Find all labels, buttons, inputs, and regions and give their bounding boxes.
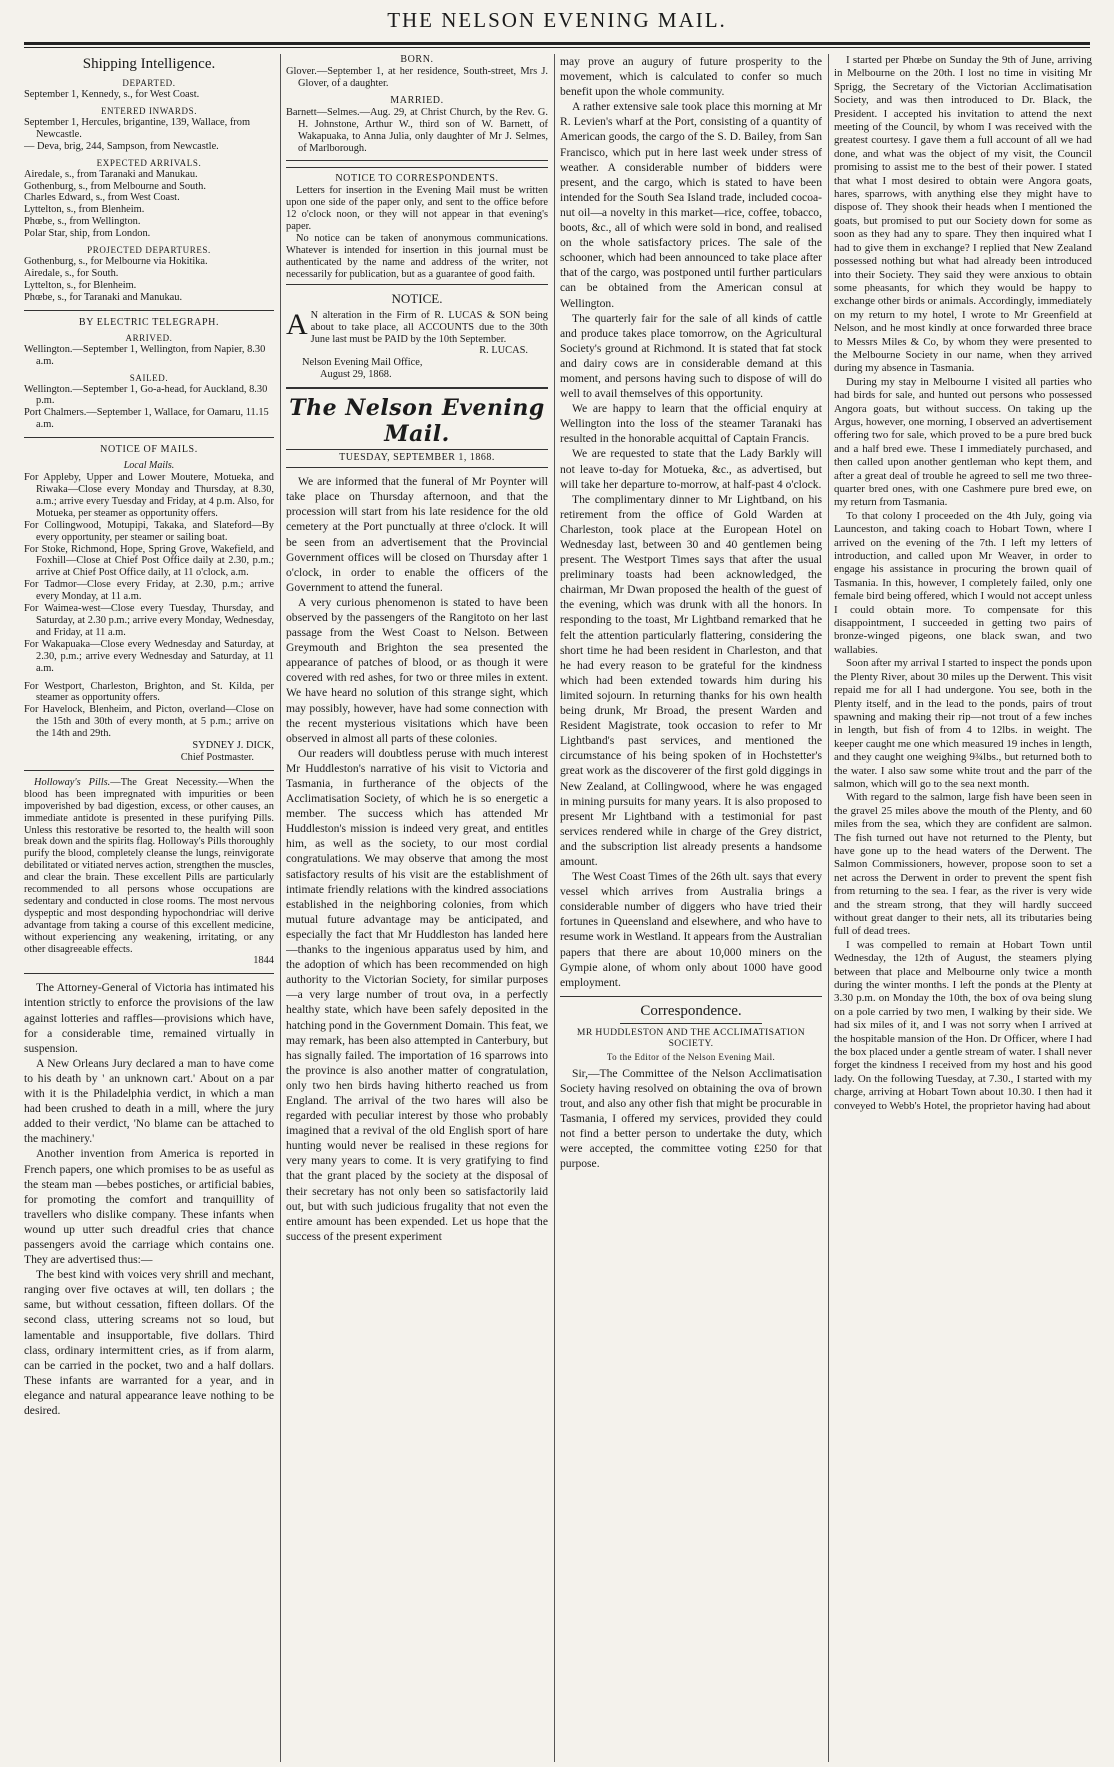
letter-title: MR HUDDLESTON AND THE ACCLIMATISATION SOCIETY. [576,1026,806,1049]
article-paragraph: The best kind with voices very shrill and mechant, ranging over five octaves at will, ten dollars ; the same, but without cessation, fifteen dollars. Of the second class, uttering screams not so loud, but lamentable and insupportable, five dollars. Third class, ordinary intermittent cries, as if from alarm, can be carried in the pocket, two and a half dollars. These infants are warranted for a year, and in elegance and natural appearance leave nothing to be desired. [24,1268,274,1417]
correspondents-text: Letters for insertion in the Evening Mail must be written upon one side of the paper only, and sent to the office before 12 o'clock noon, or they will not appear in that evening's paper. [286,185,548,233]
sailed-label: SAILED. [129,372,169,383]
shipping-entry: Phœbe, s., for Taranaki and Manukau. [24,291,183,303]
shipping-entry: Phœbe, s., from Wellington. [24,216,141,228]
born-notice: Glover.—September 1, at her residence, South-street, Mrs J. Glover, of a daughter. [286,66,548,89]
shipping-entry: Gothenburg, s., from Melbourne and South. [24,180,206,192]
arrived-label: ARRIVED. [125,332,173,343]
postmaster-title: Chief Postmaster. [180,751,254,763]
letter-paragraph: During my stay in Melbourne I visited all parties who had birds for sale, and hunted out persons who possessed Angora goats, but without success. On taking up the Argus, however, one morning, I observed an advertisement offering two for sale, which proved to be a pure bred buck and a half bred ewe. These I immediately purchased, and then called upon another gentleman who kept them, and after a great deal of trouble he agreed to sell me two three-quarter bred ones, with one Cashmere pure bred ewe, on my return from Tasmania. [834,375,1092,509]
lucas-notice-text: N alteration in the Firm of R. LUCAS & SON being about to take place, all ACCOUNTS due to the 30th June last must be PAID by the 10th September. [310,309,548,345]
letter-addressee: To the Editor of the Nelson Evening Mail. [606,1051,776,1062]
notice-date: August 29, 1868. [320,369,392,381]
shipping-entry: September 1, Hercules, brigantine, 139, Wallace, from Newcastle. [24,116,251,140]
correspondents-notice [286,167,548,284]
letter-paragraph: Soon after my arrival I started to inspect the ponds upon the Plenty River, about 30 miles up the Derwent. This visit repaid me for all I had undergone. You see, both in the Plenty itself, and in the lead to the ponds, pairs of trout spawning and making their rip—not trout of a few inches in length, but fish of from 4 to 12lbs. in weight. The keeper caught me one which measured 19 inches in length, and they caught one weighing 9¾lbs., but returned both to the water. I also saw some white trout and the parr of the salmon, which will go to the sea next month. [834,657,1092,790]
entered-label: ENTERED INWARDS. [100,105,198,116]
mails-heading: NOTICE OF MAILS. [100,444,198,456]
married-notice: Barnett—Selmes.—Aug. 29, at Christ Church, by the Rev. G. H. Johnstone, Arthur W., third son of W. Barnett, of Wakapuaka, to Anna Julia, only daughter of Mr J. Selmes, of Marlborough. [286,106,548,154]
masthead: THE NELSON EVENING MAIL. [387,8,727,32]
postmaster-name: SYDNEY J. DICK, [192,740,274,752]
holloway-advert [24,777,274,956]
shipping-entry: Lyttelton, s., for Blenheim. [24,279,137,291]
article-paragraph: Another invention from America is reported in French papers, one which promises to be as useful as the steam man —bebes postiches, or artificial babies, for promoting the comfort and tranquillity of travellers who dislike company. These infants when wound up utter such dreadful cries that chance passengers avoid the carriage which contains one. They are advertised thus:— [24,1147,274,1267]
shipping-entry: Airedale, s., from Taranaki and Manukau. [24,168,198,180]
column-2 [286,54,548,1762]
mail-entry: For Westport, Charleston, Brighton, and St. Kilda, per steamer as opportunity offers. [24,680,274,704]
article-paragraph: We are informed that the funeral of Mr Poynter will take place on Thursday afternoon, and that the procession will start from his late residence for the old cemetery at the Port punctually at three o'clock. It will be seen from an advertisement that the Provincial Government offices will be closed on Thursday after 1 o'clock, in order to enable the officers of the Government to attend the funeral. [286,475,548,594]
correspondents-text: No notice can be taken of anonymous communications. Whatever is intended for insertion in this journal must be authenticated by the name and address of the writer, not necessarily for publication, but as a guarantee of good faith. [286,233,548,280]
article-paragraph: may prove an augury of future prosperity to the movement, which is calculated to confer so much benefit upon the whole community. [560,55,822,99]
notice-office: Nelson Evening Mail Office, [302,357,423,369]
correspondents-heading: NOTICE TO CORRESPONDENTS. [335,173,499,185]
column-divider [554,54,555,1762]
section-rule [24,973,274,974]
notice-heading: NOTICE. [391,290,443,306]
article-paragraph: A rather extensive sale took place this morning at Mr R. Levien's wharf at the Port, consisting of a quantity of American goods, the cargo of the S. D. Bailey, from San Francisco, which put in here last week under stress of weather. A considerable number of bidders were present, and the cargo, which is stated to have been intended for the South Sea Island trade, included cocoa-nut oil—a novelty in this market—rice, coffee, tobacco, boots, &c., all of which were sold in bond, and realised on the whole satisfactory prices. The sale of the schooner, which had been announced to take place after that of the cargo, was postponed until further particulars can be obtained from the American consul at Wellington. [560,100,822,310]
telegraph-entry: Wellington.—September 1, Go-a-head, for Auckland, 8.30 p.m. [24,383,268,407]
section-rule [286,467,548,468]
correspondence-heading: Correspondence. [640,1002,742,1019]
mail-entry: For Stoke, Richmond, Hope, Spring Grove, Wakefield, and Foxhill—Close at Chief Post Office daily at 2.30, p.m.; arrive at Chief Post Office daily, at 11 o'clock, a.m. [24,543,274,579]
section-rule [286,449,548,450]
article-paragraph: We are requested to state that the Lady Barkly will not leave to-day for Motueka, &c., as advertised, but will take her departure to-morrow, at half-past 4 o'clock. [560,447,822,491]
notice-signer: R. LUCAS. [479,345,528,357]
column-3 [560,54,822,1762]
section-rule [24,310,274,311]
section-rule [620,1023,762,1024]
article-paragraph: The quarterly fair for the sale of all kinds of cattle and produce takes place tomorrow, on the Agricultural Society's ground at Richmond. It is stated that fat stock and dairy cows are in considerable demand at this moment, and persons having such to dispose of will do well to avail themselves of this opportunity. [560,311,822,401]
mail-entry: For Appleby, Upper and Lower Moutere, Motueka, and Riwaka—Close every Monday and Thursday, at 8.30, a.m.; arrive every Tuesday and Friday, at 4 p.m. Also, for Motueka, per steamer as opportunity offers. [24,472,274,519]
column-divider [828,54,829,1762]
masthead-rule-thin [24,47,1090,48]
expected-label: EXPECTED ARRIVALS. [96,157,202,168]
article-paragraph: The Attorney-General of Victoria has intimated his intention strictly to enforce the provisions of the law against lotteries and raffles—provisions which have, for a considerable time, remained virtually in suspension. [24,981,274,1055]
article-paragraph: The complimentary dinner to Mr Lightband, on his retirement from the office of Gold Warden at Charleston, took place at the European Hotel on Wednesday last, between 30 and 40 gentlemen being present. The Westport Times says that after the usual preliminary toasts had been acknowledged, the chairman, Mr Dwan proposed the health of the guest of the evening, which was drunk with all the honors. In responding to the toast, Mr Lightband remarked that he felt the attention particularly flattering, considering the short time he had been resident in Charleston, and that he had every reason to be grateful for the kindness which had been extended towards him during his limited sojourn. In returning thanks for his own health being drunk, Mr Broad, the present Warden and Resident Magistrate, took occasion to refer to Mr Lightband's past services, and mentioned the circumstance of his being spoken of in Hochstetter's great work as the discoverer of the first gold diggings in New Zealand, at Collingwood, where he was engaged in mining pursuits for many years. It is also proposed to present Mr Lightband with a testimonial for past services rendered while in charge of the Grey district, and the subscription list already presents a handsome amount. [560,492,822,868]
mail-entry: For Wakapuaka—Close every Wednesday and Saturday, at 2.30, p.m.; arrive every Wednesday and Saturday, at 11 a.m. [24,638,274,674]
article-paragraph: The West Coast Times of the 26th ult. says that every vessel which arrives from Australia brings a considerable number of diggers who have tried their fortunes in Queensland and elsewhere, and who have to resume work in Westland. It appears from the Australian papers that there are about 10,000 miners on the Gympie alone, of whom only about 1000 have good employment. [560,870,822,989]
section-rule [24,437,274,438]
article-paragraph: A New Orleans Jury declared a man to have come to his death by ' an unknown cart.' About on a par with it is the Philadelphia verdict, in which a man had been crushed to death in a mill, where the jury added to their verdict, 'No blame can be attached to the machinery.' [24,1056,274,1146]
mail-entry: For Collingwood, Motupipi, Takaka, and Slateford—By every opportunity, per steamer or sailing boat. [24,519,274,543]
mail-entry: For Tadmor—Close every Friday, at 2.30, p.m.; arrive every Monday, at 11 a.m. [24,579,274,603]
drop-cap: A [286,307,308,341]
shipping-entry: September 1, Kennedy, s., for West Coast. [24,89,200,100]
married-heading: MARRIED. [390,94,444,106]
column-divider [280,54,281,1762]
letter-paragraph: I was compelled to remain at Hobart Town until Wednesday, the 12th of August, the steamers plying between that place and Melbourne only twice a month during the winter months. I left the ponds at the Plenty at 3.30 p.m. on Monday the 10th, the box of ova being slung on a pole carried by two men, I walking by their side. We had six miles of it, and I was not sorry when I arrived at the hospitable mansion of the Hon. Dr Officer, where I had the box placed under a gentle stream of water. I shall never forget the kindness I received from my host and his good lady. On the following Tuesday, at 7.30., I started with my charge, arriving at Hobart Town about 10.30. I then had it conveyed to Webb's Hotel, the proprietor having had about [834,938,1092,1112]
shipping-entry: Airedale, s., for South. [24,267,119,279]
article-paragraph: We are happy to learn that the official enquiry at Wellington into the loss of the steamer Taranaki has resulted in the honorable acquittal of Captain Francis. [560,402,822,446]
telegraph-entry: Port Chalmers.—September 1, Wallace, for Oamaru, 11.15 a.m. [24,407,269,431]
dateline: TUESDAY, SEPTEMBER 1, 1868. [339,452,495,464]
article-paragraph: Our readers will doubtless peruse with much interest Mr Huddleston's narrative of his visit to Victoria and Tasmania, in furtherance of the objects of the Acclimatisation Society, of which he is so energetic a member. The success which has attended Mr Huddleston's mission is indeed very great, and entitles him, as well as the society, to our most cordial congratulations. We may observe that among the most satisfactory results of his visit are the establishment of intimate friendly relations with the kindred associations established in the neighboring colonies, from which mutual future advantage may be anticipated, and especially the fact that Mr Huddleston has landed here—thanks to the ingenious apparatus used by him, and the adoption of which has been recommended on high authority to the Victorian Society, for similar purposes—a very large number of trout ova, in a perfectly healthy state, which have been safely deposited in the hatching pond in the Government Domain. This feat, we may remark, has been also attempted in Canterbury, but has signally failed. The importation of 16 sparrows into the province is also another matter of congratulation, only two hen birds having hitherto reached us from England. The arrival of the two hares will also be regarded with peculiar interest by those who probably imagined that a revival of the old English sport of hare hunting would never be realised in these regions for very many years to come. It is very gratifying to find that the grant placed by the society at the disposal of their secretary has not only been so satisfactorily laid out, but with such judicious frugality that not even the entire amount has been expended. Let us hope that the success of the present experiment [286,746,548,1243]
born-heading: BORN. [400,54,434,65]
local-mails-label: Local Mails. [123,460,175,472]
advert-code: 1844 [253,955,274,967]
shipping-entry: Lyttelton, s., from Blenheim. [24,204,145,216]
letter-paragraph: To that colony I proceeded on the 4th July, going via Launceston, and taking coach to Hobart Town, where I arrived on the evening of the 7th. I left my letters of introduction, and called upon Mr Weaver, in order to engage his assistance in procuring the brown quail of Tasmania. In this, however, I completely failed, only one female bird being offered, which I would not accept unless I could obtain more. To compensate for this disappointment, I succeeded in getting two pairs of bronze-winged pigeons, one black swan, and two wallabies. [834,509,1092,656]
nameplate: The Nelson Evening Mail. [289,395,545,448]
masthead-rule [24,42,1090,45]
letter-paragraph: Sir,—The Committee of the Nelson Acclimatisation Society having resolved on obtaining the ova of brown trout, and also any other fish that might be procurable in Tasmania, I offered my services, provided they could not find a better person to undertake the duty, which were accepted, the committee voting £250 for that purpose. [560,1066,822,1171]
section-rule [286,160,548,161]
mail-entry: For Havelock, Blenheim, and Picton, overland—Close on the 15th and 30th of every month, at 5 p.m.; arrive on the 14th and 29th. [24,704,274,740]
projected-label: PROJECTED DEPARTURES. [87,245,211,256]
shipping-heading: Shipping Intelligence. [82,56,216,72]
section-rule [286,387,548,389]
section-rule [24,770,274,771]
column-1 [24,54,274,1762]
mail-entry: For Waimea-west—Close every Tuesday, Thursday, and Saturday, at 2.30 p.m.; arrive every Monday, Wednesday, and Friday, at 11 a.m. [24,603,274,638]
letter-paragraph: I started per Phœbe on Sunday the 9th of June, arriving in Melbourne on the 20th. I lost no time in visiting Mr Sprigg, the Secretary of the Victorian Acclimatisation Society, and was then introduced to Dr. Black, the President. I accepted his invitation to attend the next meeting of the Council, by whom I was received with the greatest courtesy. I gave them a full account of all we had done, and what was the object of my visit, the Council promising to assist me to the best of their power. I stated that what I most desired to obtain were Angora goats, hares, sparrows, with anything else they might have to dispose of. They shook their heads when I mentioned the goats, but promised to put our Society down for some as soon as they had any to spare. They then inquired what I had to give them in exchange? I replied that New Zealand possessed nothing but what had already been introduced into their Society. They said they were anxious to obtain some pheasants, for which they would be happy to exchange other birds or animals. Accordingly, immediately on my return to my hotel, I wrote to Mr Greenfield at Nelson, and he most kindly at once forwarded three brace to Messrs Miles & Co, by whom they were presented to the Melbourne Society in our name, when they arrived during my absence in Tasmania. [834,54,1092,375]
section-rule [560,996,822,997]
shipping-entry: Charles Edward, s., from West Coast. [24,192,180,204]
holloway-text: —The Great Necessity.—When the blood has been impregnated with impurities or been impoverished by bad digestion, excess, or other causes, an immediate antidote is presented in these purifying Pills. Unless this restorative be resorted to, the health will soon break down and the spirits flag. Holloway's Pills thoroughly purify the blood, completely cleanse the lungs, reinvigorate debilitated or vitiated nerves action, strengthen the muscles, and clear the brain. These excellent Pills are particularly recommended to all persons whose occupations are sedentary and conducted in close rooms. The most nervous dyspeptic and most desponding hypochondriac will derive advantage from taking a course of this excellent medicine, without experiencing any weakening, irritating, or any other disagreeable effects. [24,776,274,955]
telegraph-heading: BY ELECTRIC TELEGRAPH. [78,316,220,328]
shipping-entry: — Deva, brig, 244, Sampson, from Newcastle. [24,140,219,152]
departed-label: DEPARTED. [122,78,176,88]
shipping-entry: Gothenburg, s., for Melbourne via Hokitika. [24,256,208,268]
article-paragraph: A very curious phenomenon is stated to have been observed by the passengers of the Rangitoto on her last passage from the West Coast to Nelson. Between Greymouth and Brighton the sea presented the appearance of patches of blood, or as though it were covered with red ashes, for two or three miles in extent. We have heard no solution of this strange sight, which may possibly, however, have had some connection with the recent mysterious visitations which have been observed in almost all parts of these colonies. [286,595,548,745]
holloway-lead: Holloway's Pills. [34,776,111,788]
shipping-entry: Polar Star, ship, from London. [24,228,151,240]
lucas-notice [286,307,548,346]
column-4 [834,54,1092,1762]
telegraph-entry: Wellington.—September 1, Wellington, from Napier, 8.30 a.m. [24,343,266,367]
letter-paragraph: With regard to the salmon, large fish have been seen in the gravel 25 miles above the mouth of the Plenty, and 60 miles from the sea, which they are confident are salmon. The fish turned out have not returned to the Plenty, but have gone up to the head waters of the Derwent. The Salmon Commissioners, however, propose soon to set a net across the Derwent in order to prevent the spent fish from returning to the sea. I fear, as the river is very wide and the stream strong, that they will hardly succeed without great danger to their nets, all its tributaries being full of dead trees. [834,791,1092,938]
